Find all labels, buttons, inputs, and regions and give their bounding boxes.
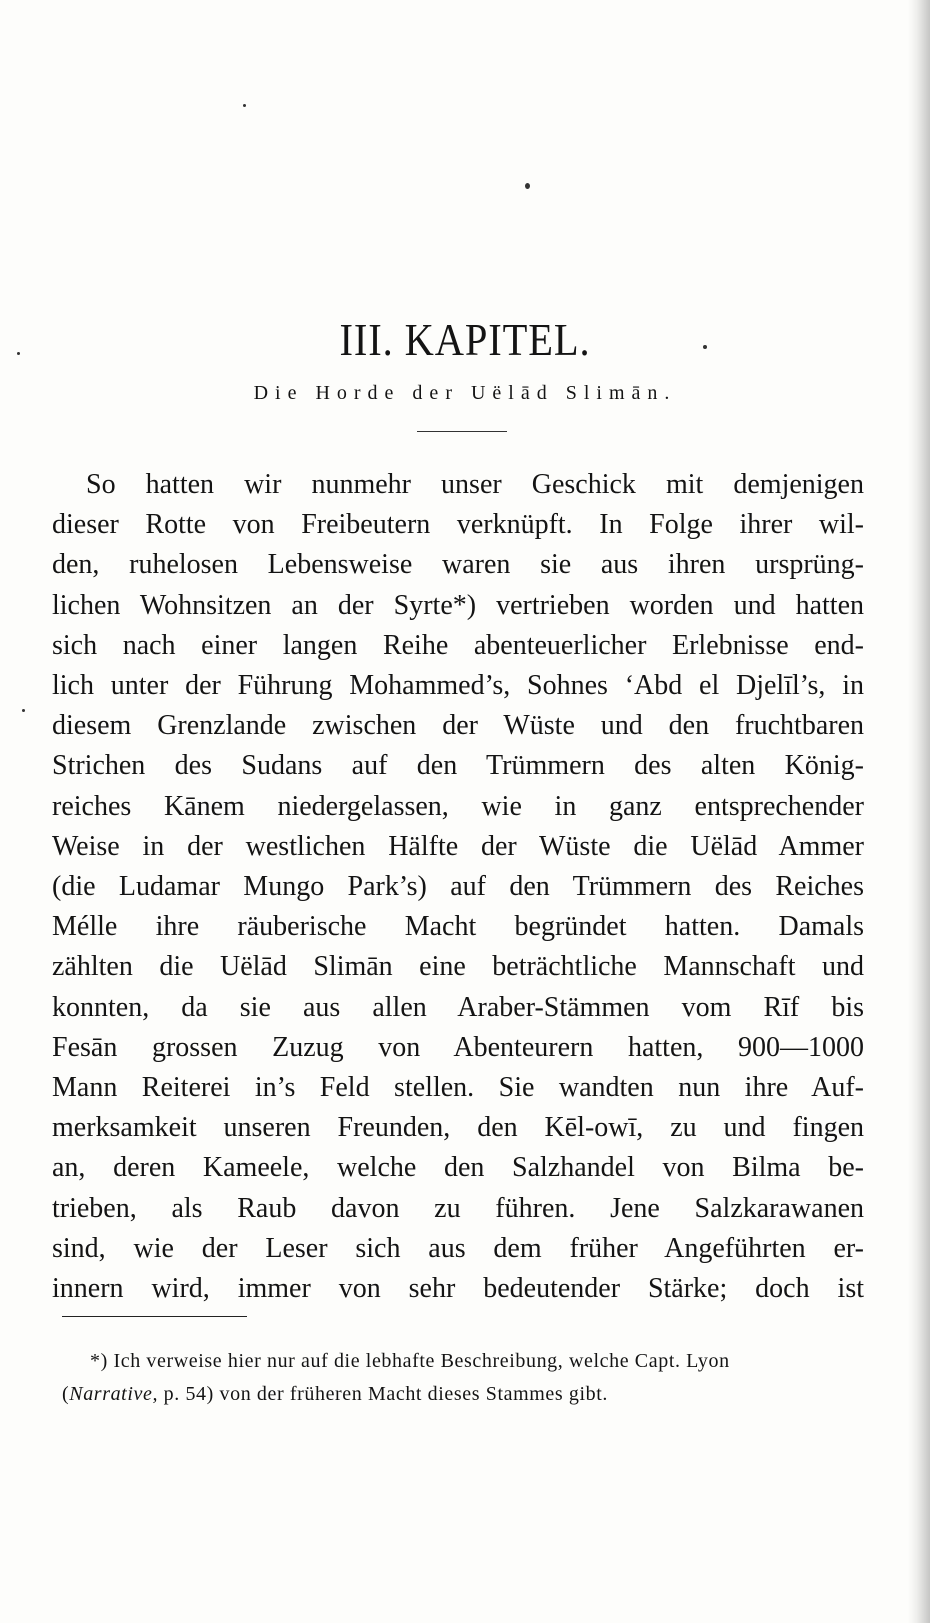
scan-speck — [525, 183, 530, 189]
chapter-subtitle: Die Horde der Uëlād Slimān. — [253, 382, 677, 404]
body-line: innern wird, immer von sehr bedeutender Stärke; doch ist — [52, 1273, 864, 1305]
scan-speck — [17, 352, 20, 355]
body-line: lichen Wohnsitzen an der Syrte*) vertrieben worden und hatten — [52, 589, 864, 621]
body-line: (die Ludamar Mungo Park’s) auf den Trümmern des Reiches — [52, 871, 864, 903]
body-line: lich unter der Führung Mohammed’s, Sohnes ‘Abd el Djelīl’s, in — [52, 670, 864, 702]
footnote-line: *) Ich verweise hier nur auf die lebhafte Beschreibung, welche Capt. Lyon — [90, 1350, 730, 1372]
scan-speck — [243, 104, 246, 107]
body-line: Mélle ihre räuberische Macht begründet hatten. Damals — [52, 911, 864, 943]
body-line: an, deren Kameele, welche den Salzhandel von Bilma be- — [52, 1152, 864, 1184]
body-line: sich nach einer langen Reihe abenteuerlicher Erlebnisse end- — [52, 629, 864, 661]
scan-edge-shadow — [908, 0, 930, 1623]
footnote-divider — [62, 1316, 247, 1317]
body-line: den, ruhelosen Lebensweise waren sie aus ihren ursprüng- — [52, 549, 864, 581]
footnote — [62, 1345, 865, 1411]
body-line: Weise in der westlichen Hälfte der Wüste die Uëlād Ammer — [52, 830, 864, 862]
footnote-paren: ( — [62, 1383, 70, 1405]
body-line: sind, wie der Leser sich aus dem früher Angeführten er- — [52, 1232, 864, 1264]
body-line: diesem Grenzlande zwischen der Wüste und den fruchtbaren — [52, 710, 864, 742]
body-line: zählten die Uëlād Slimān eine beträchtliche Mannschaft und — [52, 951, 864, 983]
body-line: merksamkeit unseren Freunden, den Kēl-owī, zu und fingen — [52, 1112, 864, 1144]
body-line: So hatten wir nunmehr unser Geschick mit demjenigen — [86, 469, 864, 500]
body-line: dieser Rotte von Freibeutern verknüpft. In Folge ihrer wil- — [52, 509, 864, 541]
body-line: konnten, da sie aus allen Araber-Stämmen vom Rīf bis — [52, 991, 864, 1023]
footnote-line — [62, 1378, 865, 1411]
chapter-title: III. KAPITEL. — [339, 314, 591, 365]
body-paragraph — [52, 465, 864, 1309]
body-line: trieben, als Raub davon zu führen. Jene Salzkarawanen — [52, 1192, 864, 1224]
body-line: Strichen des Sudans auf den Trümmern des alten König- — [52, 750, 864, 782]
body-line: reiches Kānem niedergelassen, wie in ganz entsprechender — [52, 790, 864, 822]
scan-speck — [22, 709, 25, 712]
title-divider — [417, 431, 507, 432]
body-line: Mann Reiterei in’s Feld stellen. Sie wandten nun ihre Auf- — [52, 1072, 864, 1104]
footnote-work-title: Narrative, — [69, 1383, 159, 1405]
footnote-line-rest: p. 54) von der früheren Macht dieses Stammes gibt. — [158, 1383, 608, 1405]
body-line: Fesān grossen Zuzug von Abenteurern hatten, 900—1000 — [52, 1031, 864, 1063]
